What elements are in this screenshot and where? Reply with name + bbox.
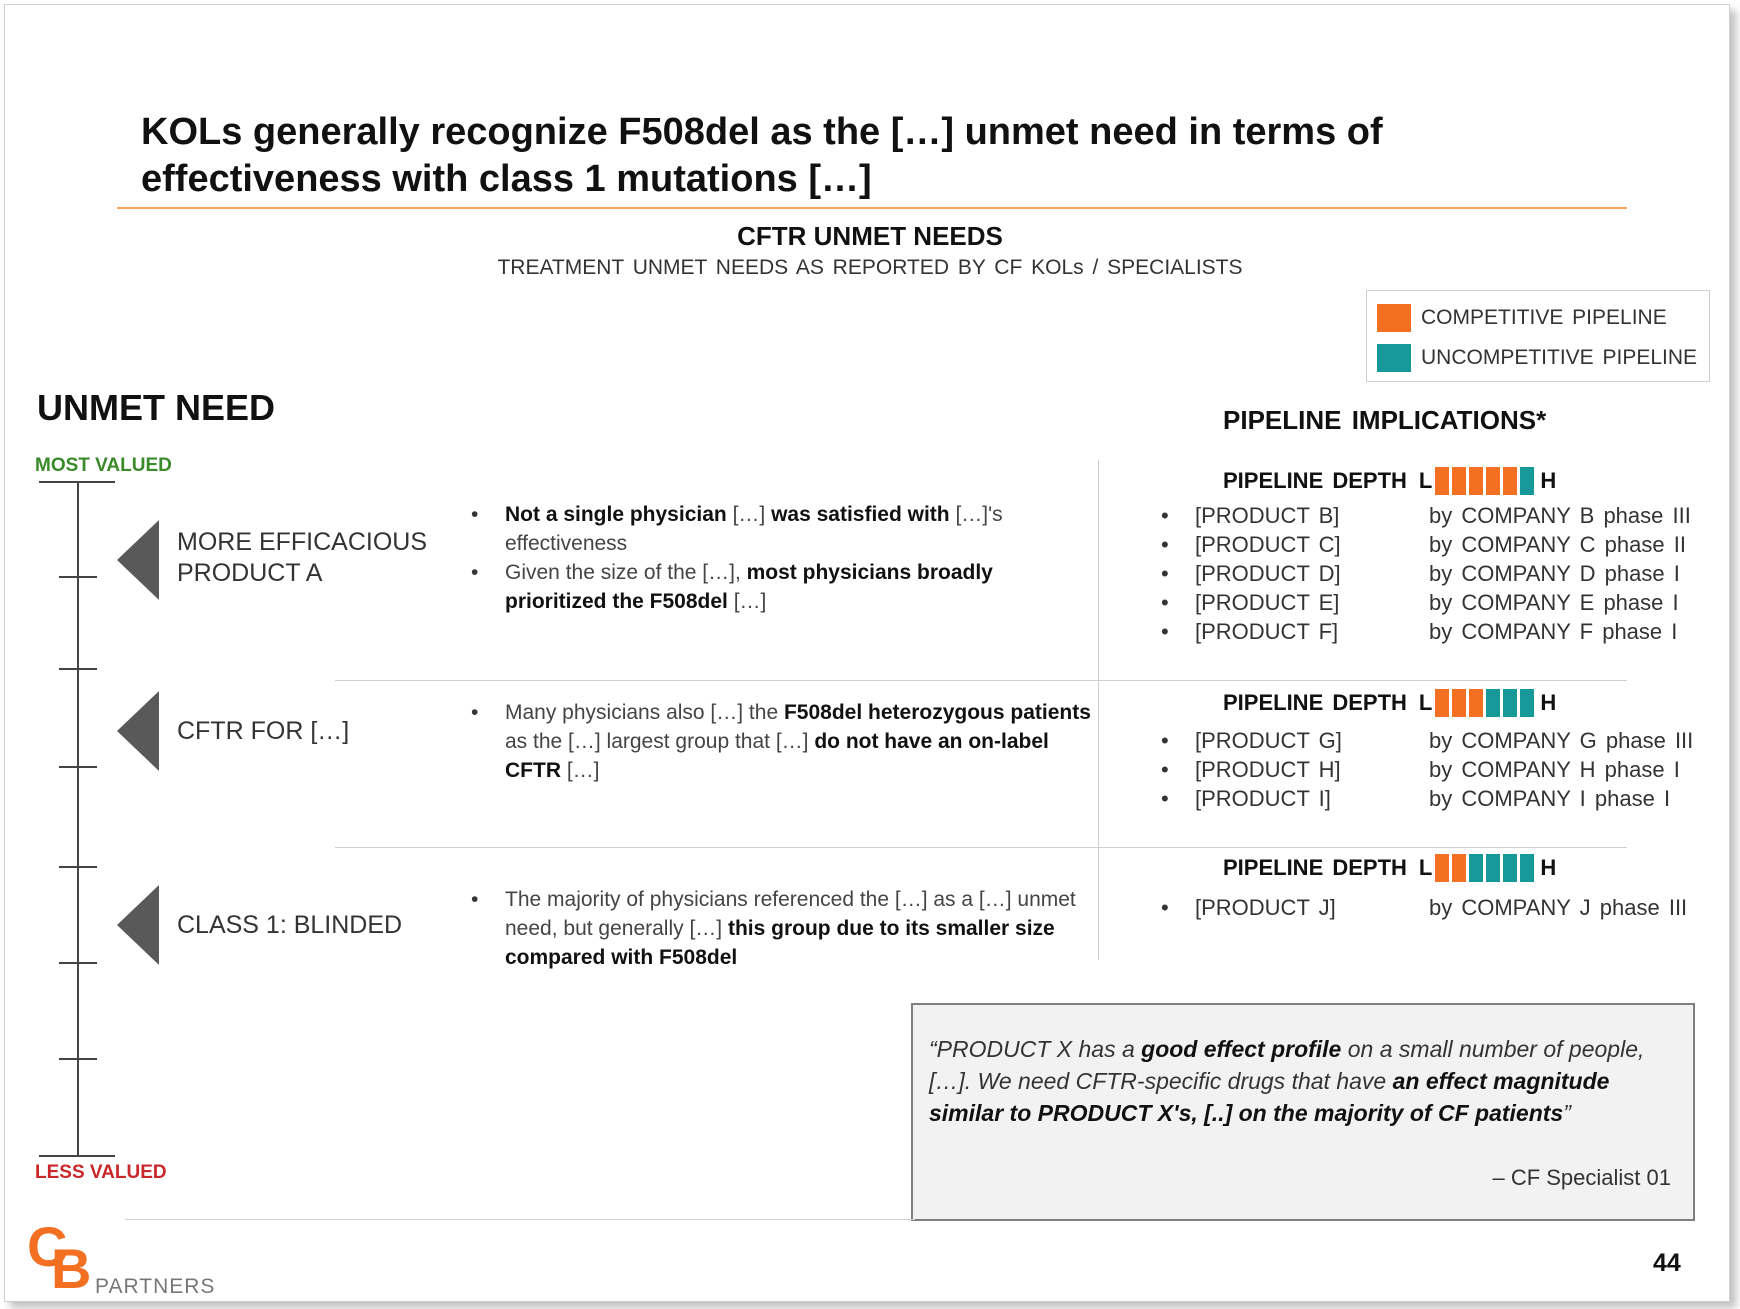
depth-bar — [1435, 854, 1449, 882]
need-label-cftr — [177, 716, 349, 747]
need-bullets — [471, 698, 1091, 785]
axis-tick — [59, 1058, 97, 1060]
axis-tick — [59, 668, 97, 670]
depth-bar — [1435, 689, 1449, 717]
depth-bar — [1452, 467, 1466, 495]
depth-bar — [1486, 854, 1500, 882]
bullet-icon: • — [1161, 561, 1169, 586]
footer-divider — [125, 1219, 915, 1220]
header-subtitle: TREATMENT UNMET NEEDS AS REPORTED BY CF KOLs / SPECIALISTS — [497, 256, 1243, 279]
depth-bar — [1520, 467, 1534, 495]
column-divider — [1098, 460, 1099, 960]
row-divider — [335, 847, 1627, 848]
text-run: […] — [566, 759, 600, 782]
legend-label: COMPETITIVE PIPELINE — [1421, 306, 1667, 329]
bullet-icon: • — [1161, 757, 1169, 782]
text-run: Given the size of the […], — [505, 561, 747, 584]
depth-bar — [1520, 854, 1534, 882]
bullet-icon: • — [1161, 503, 1169, 528]
depth-bar — [1486, 689, 1500, 717]
legend-label: UNCOMPETITIVE PIPELINE — [1421, 346, 1698, 369]
text-run: The majority of physicians referenced the […] as a […] unmet need, but generally […] — [505, 888, 1076, 940]
bold-text: an effect magnitude similar to PRODUCT X's, [..] on the majority of CF patients — [929, 1068, 1610, 1126]
bold-text: this group due to its smaller size compared with F508del — [505, 917, 1055, 969]
depth-bars — [1435, 467, 1537, 495]
need-arrow-icon — [117, 520, 159, 600]
product-row — [1161, 784, 1721, 813]
need-label-line: CLASS 1: BLINDED — [177, 911, 403, 939]
product-row — [1161, 501, 1721, 530]
text-run: “PRODUCT X has a — [929, 1036, 1142, 1062]
product-row — [1161, 559, 1721, 588]
quote-attribution: – CF Specialist 01 — [1492, 1165, 1671, 1190]
need-label-efficacious — [177, 527, 427, 589]
bold-text: most physicians broadly prioritized the F508del — [505, 561, 993, 613]
legend-swatch-competitive — [1377, 304, 1411, 332]
product-list — [1161, 726, 1721, 813]
product-row — [1161, 893, 1721, 922]
logo-partners: PARTNERS — [95, 1275, 216, 1298]
page-number: 44 — [1653, 1249, 1681, 1277]
bullet-item — [471, 885, 1091, 972]
chart-header — [405, 219, 1335, 283]
depth-bar — [1503, 854, 1517, 882]
slide-title: KOLs generally recognize F508del as the […] unmet need in terms of effectiveness with class 1 mutations […] — [141, 111, 1383, 200]
depth-bar — [1520, 689, 1534, 717]
company-phase: by COMPANY E phase I — [1429, 590, 1679, 615]
bullet-item — [471, 558, 1091, 616]
axis-tick — [59, 766, 97, 768]
legend — [1366, 290, 1710, 382]
title-divider — [117, 207, 1627, 209]
bullet-icon: • — [1161, 895, 1169, 920]
depth-low-label: L — [1418, 690, 1433, 715]
depth-bar — [1503, 689, 1517, 717]
bullet-icon: • — [1161, 590, 1169, 615]
bold-text: Not a single physician — [505, 503, 733, 526]
logo-c: C — [27, 1215, 68, 1278]
need-bullets — [471, 885, 1091, 972]
need-label-class1 — [177, 910, 402, 941]
depth-bars — [1435, 689, 1537, 717]
legend-item-uncompetitive — [1377, 343, 1697, 373]
bold-text: was satisfied with — [771, 503, 956, 526]
bold-text: do not have an on-label CFTR — [505, 730, 1049, 782]
depth-high-label: H — [1540, 855, 1557, 880]
pipeline-depth — [1223, 852, 1556, 884]
need-arrow-icon — [117, 885, 159, 965]
pipeline-depth-label: PIPELINE DEPTH — [1223, 855, 1407, 880]
pipeline-implications-title: PIPELINE IMPLICATIONS* — [1223, 405, 1547, 435]
depth-high-label: H — [1540, 468, 1557, 493]
depth-bars — [1435, 854, 1537, 882]
product-name: [PRODUCT J] — [1195, 895, 1336, 920]
depth-bar — [1469, 854, 1483, 882]
text-run: […] — [732, 503, 772, 526]
depth-bar — [1469, 467, 1483, 495]
company-phase: by COMPANY C phase II — [1429, 532, 1686, 557]
company-phase: by COMPANY H phase I — [1429, 757, 1680, 782]
depth-low-label: L — [1418, 468, 1433, 493]
value-axis — [77, 481, 79, 1157]
cb-partners-logo — [27, 1215, 227, 1300]
text-run: on a small number of people, […]. We need CFTR-specific drugs that have — [929, 1036, 1645, 1094]
axis-cap-bottom — [39, 1155, 115, 1157]
need-label-line: CFTR FOR […] — [177, 717, 350, 745]
depth-high-label: H — [1540, 690, 1557, 715]
product-name: [PRODUCT B] — [1195, 503, 1340, 528]
bullet-icon: • — [1161, 532, 1169, 557]
need-label-line: PRODUCT A — [177, 559, 323, 587]
product-row — [1161, 617, 1721, 646]
pipeline-depth-label: PIPELINE DEPTH — [1223, 468, 1407, 493]
company-phase: by COMPANY F phase I — [1429, 619, 1678, 644]
axis-cap-top — [39, 481, 115, 483]
most-valued-label: MOST VALUED — [35, 455, 172, 476]
text-run: ” — [1563, 1100, 1571, 1126]
need-arrow-icon — [117, 691, 159, 771]
quote-box — [911, 1003, 1695, 1221]
company-phase: by COMPANY I phase I — [1429, 786, 1671, 811]
depth-bar — [1469, 689, 1483, 717]
product-name: [PRODUCT G] — [1195, 728, 1342, 753]
bullet-icon: • — [1161, 786, 1169, 811]
product-name: [PRODUCT I] — [1195, 786, 1331, 811]
slide — [4, 4, 1730, 1302]
text-run: Many physicians also […] the — [505, 701, 784, 724]
company-phase: by COMPANY G phase III — [1429, 728, 1694, 753]
depth-bar — [1503, 467, 1517, 495]
header-title: CFTR UNMET NEEDS — [737, 221, 1003, 251]
product-list — [1161, 501, 1721, 646]
quote-text — [929, 1033, 1689, 1129]
product-name: [PRODUCT F] — [1195, 619, 1339, 644]
depth-bar — [1452, 689, 1466, 717]
pipeline-depth-label: PIPELINE DEPTH — [1223, 690, 1407, 715]
depth-bar — [1486, 467, 1500, 495]
axis-tick — [59, 962, 97, 964]
company-phase: by COMPANY J phase III — [1429, 895, 1688, 920]
pipeline-depth — [1223, 465, 1556, 497]
product-row — [1161, 588, 1721, 617]
depth-low-label: L — [1418, 855, 1433, 880]
need-bullets — [471, 500, 1091, 616]
bullet-item — [471, 500, 1091, 558]
product-name: [PRODUCT E] — [1195, 590, 1340, 615]
bullet-icon: • — [1161, 728, 1169, 753]
logo-b: B — [51, 1237, 92, 1300]
text-run: as the […] largest group that […] — [505, 730, 815, 753]
bullet-item — [471, 698, 1091, 785]
less-valued-label: LESS VALUED — [35, 1162, 167, 1183]
product-row — [1161, 755, 1721, 784]
need-label-line: MORE EFFICACIOUS — [177, 528, 428, 556]
pipeline-depth — [1223, 687, 1556, 719]
bold-text: good effect profile — [1141, 1036, 1348, 1062]
product-list — [1161, 893, 1721, 922]
product-row — [1161, 530, 1721, 559]
depth-bar — [1452, 854, 1466, 882]
bold-text: F508del heterozygous patients — [783, 701, 1091, 724]
text-run: […] — [733, 590, 767, 613]
product-name: [PRODUCT C] — [1195, 532, 1341, 557]
company-phase: by COMPANY D phase I — [1429, 561, 1680, 586]
row-divider — [335, 680, 1627, 681]
bullet-icon: • — [1161, 619, 1169, 644]
product-name: [PRODUCT D] — [1195, 561, 1341, 586]
product-name: [PRODUCT H] — [1195, 757, 1341, 782]
legend-item-competitive — [1377, 303, 1667, 333]
axis-tick — [59, 866, 97, 868]
axis-tick — [59, 576, 97, 578]
depth-bar — [1435, 467, 1449, 495]
company-phase: by COMPANY B phase III — [1429, 503, 1691, 528]
product-row — [1161, 726, 1721, 755]
unmet-need-title: UNMET NEED — [37, 387, 276, 428]
legend-swatch-uncompetitive — [1377, 344, 1411, 372]
text-run: […]'s effectiveness — [505, 503, 1003, 555]
